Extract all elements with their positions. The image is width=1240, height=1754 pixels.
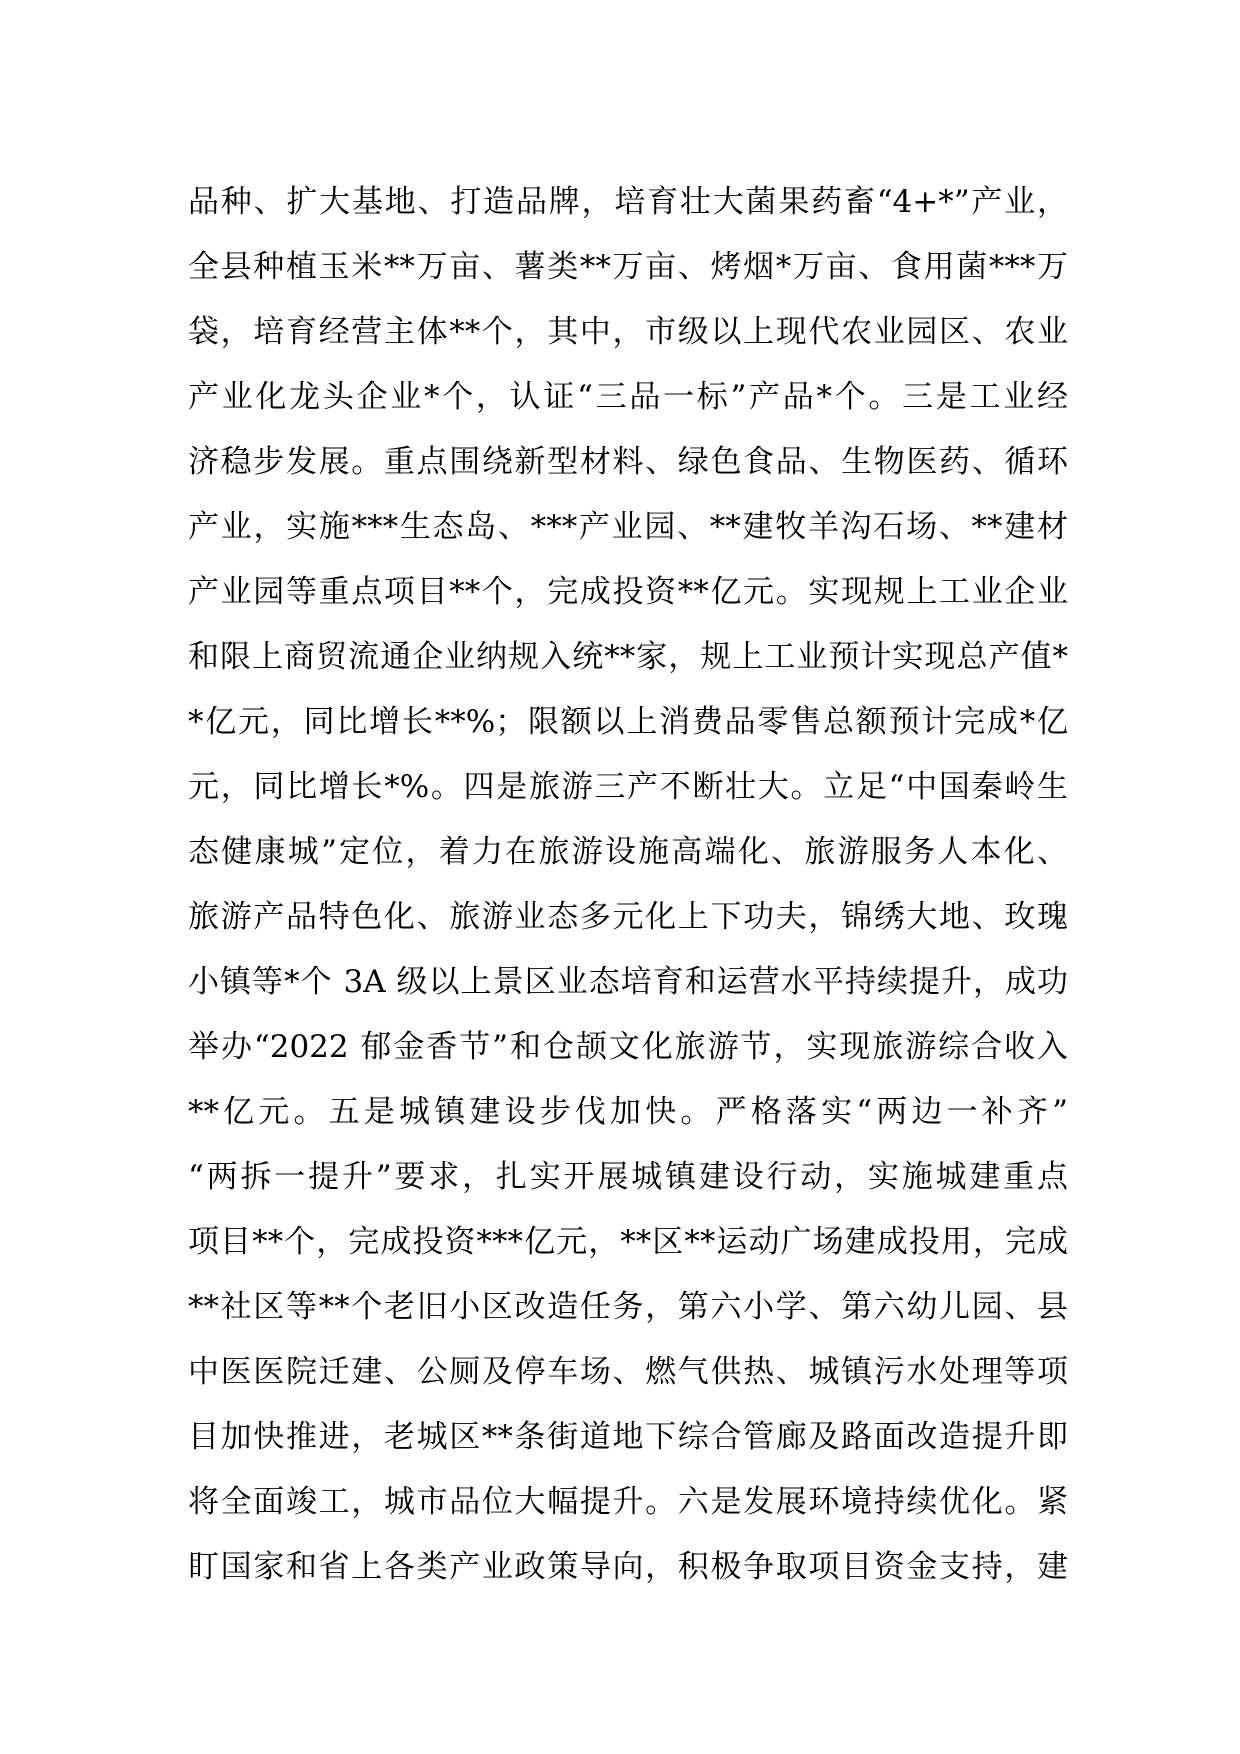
text-line: 中医医院迁建、公厕及停车场、燃气供热、城镇污水处理等项 — [188, 1354, 1068, 1390]
text-line: **亿元。五是城镇建设步伐加快。严格落实“两边一补齐” — [188, 1094, 1068, 1130]
text-line: 产业，实施***生态岛、***产业园、**建牧羊沟石场、**建材 — [188, 509, 1068, 545]
text-line: 小镇等*个 3A 级以上景区业态培育和运营水平持续提升，成功 — [188, 964, 1068, 1000]
text-line: 目加快推进，老城区**条街道地下综合管廊及路面改造提升即 — [188, 1419, 1068, 1455]
text-line: 全县种植玉米**万亩、薯类**万亩、烤烟*万亩、食用菌***万 — [188, 249, 1068, 285]
text-line: *亿元，同比增长**%；限额以上消费品零售总额预计完成*亿 — [188, 704, 1068, 740]
text-line: 盯国家和省上各类产业政策导向，积极争取项目资金支持，建 — [188, 1549, 1068, 1585]
text-line: 举办“2022 郁金香节”和仓颉文化旅游节，实现旅游综合收入 — [188, 1029, 1068, 1065]
text-line: 品种、扩大基地、打造品牌，培育壮大菌果药畜“4+*”产业， — [188, 184, 1068, 220]
text-line: “两拆一提升”要求，扎实开展城镇建设行动，实施城建重点 — [188, 1159, 1068, 1195]
text-line: **社区等**个老旧小区改造任务，第六小学、第六幼儿园、县 — [188, 1289, 1068, 1325]
text-line: 旅游产品特色化、旅游业态多元化上下功夫，锦绣大地、玫瑰 — [188, 899, 1068, 935]
text-line: 项目**个，完成投资***亿元，**区**运动广场建成投用，完成 — [188, 1224, 1068, 1260]
text-line: 和限上商贸流通企业纳规入统**家，规上工业预计实现总产值* — [188, 639, 1068, 675]
text-line: 元，同比增长*%。四是旅游三产不断壮大。立足“中国秦岭生 — [188, 769, 1068, 805]
text-line: 产业园等重点项目**个，完成投资**亿元。实现规上工业企业 — [188, 574, 1068, 610]
body-paragraph — [188, 170, 1068, 1600]
text-line: 将全面竣工，城市品位大幅提升。六是发展环境持续优化。紧 — [188, 1484, 1068, 1520]
text-line: 态健康城”定位，着力在旅游设施高端化、旅游服务人本化、 — [188, 834, 1068, 870]
text-line: 产业化龙头企业*个，认证“三品一标”产品*个。三是工业经 — [188, 379, 1068, 415]
text-line: 济稳步发展。重点围绕新型材料、绿色食品、生物医药、循环 — [188, 444, 1068, 480]
text-line: 袋，培育经营主体**个，其中，市级以上现代农业园区、农业 — [188, 314, 1068, 350]
